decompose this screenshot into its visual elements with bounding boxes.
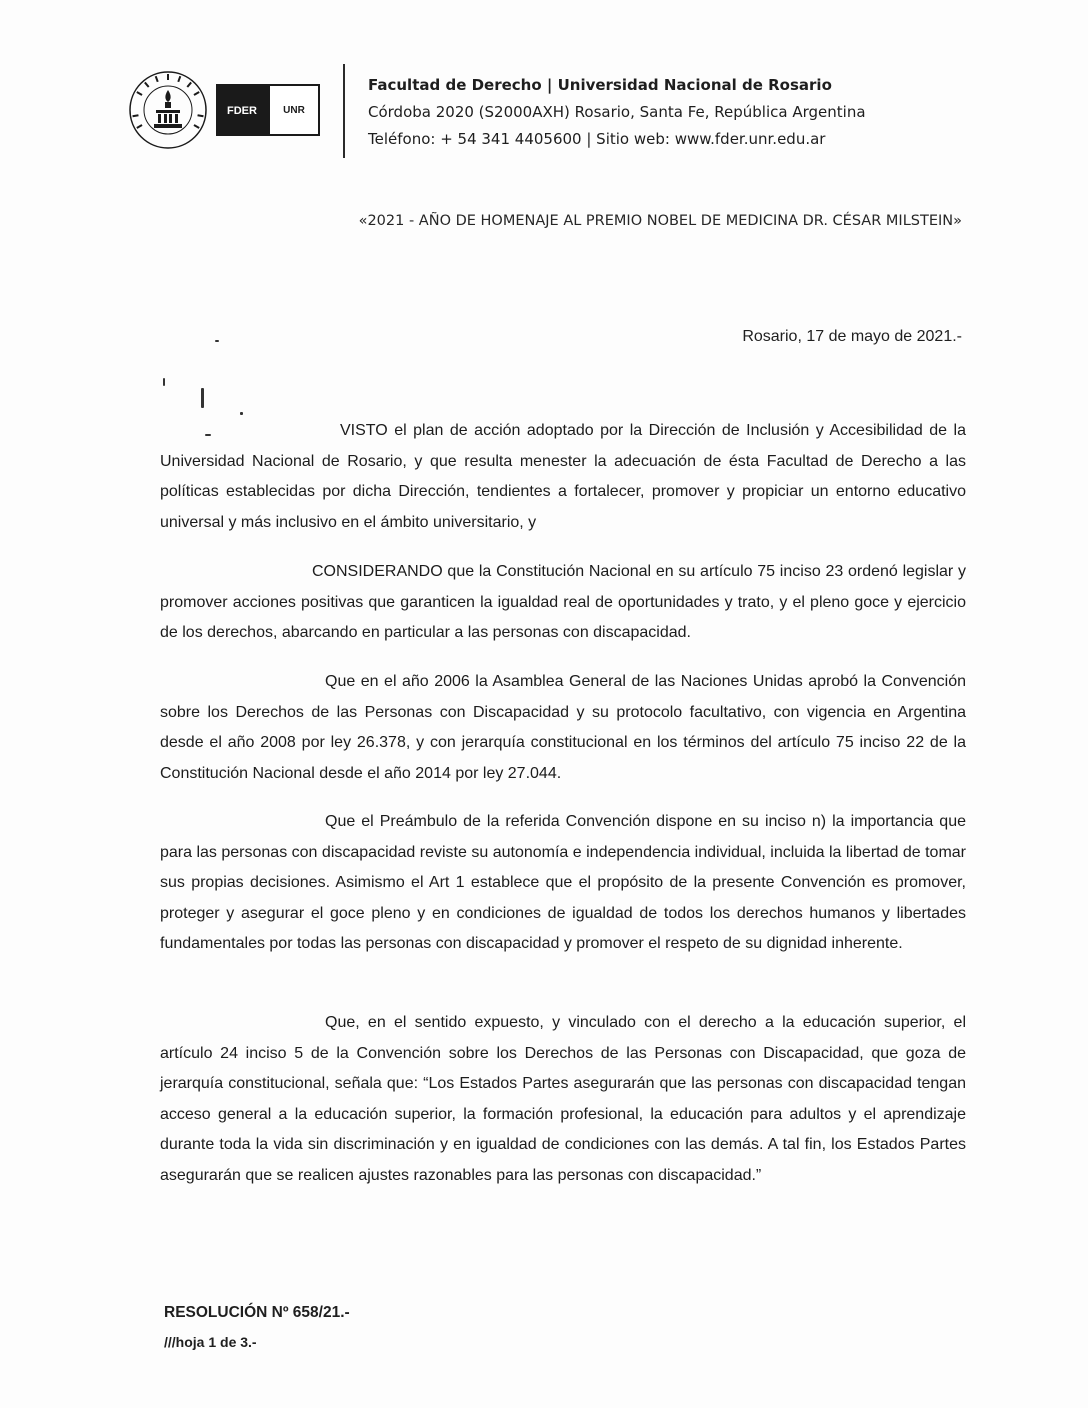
scan-speck	[201, 388, 204, 408]
letterhead	[128, 64, 928, 164]
letterhead-text	[368, 72, 866, 153]
paragraph-text: CONSIDERANDO que la Constitución Nacional en su artículo 75 inciso 23 ordenó legislar y promover acciones positivas que garanticen la igualdad real de oportunidades y trato, y el pleno goce y ejercicio de los derechos, abarcando en particular a las personas con discapacidad.	[160, 563, 966, 641]
paragraph-visto	[160, 416, 966, 538]
header-divider	[343, 64, 345, 158]
year-motto: «2021 - AÑO DE HOMENAJE AL PREMIO NOBEL DE MEDICINA DR. CÉSAR MILSTEIN»	[358, 213, 962, 229]
paragraph-preamble	[160, 807, 966, 960]
unr-logo: UNR	[268, 84, 320, 136]
resolution-number: RESOLUCIÓN Nº 658/21.-	[164, 1304, 350, 1321]
paragraph-text: Que en el año 2006 la Asamblea General de las Naciones Unidas aprobó la Convención sobre los Derechos de las Personas con Discapacidad y su protocolo facultativo, con vigencia en Argentina desde el año 2008 por ley 26.378, y con jerarquía constitucional en los términos del artículo 75 inciso 22 de la Constitución Nacional desde el año 2014 por ley 27.044.	[160, 673, 966, 782]
scan-speck	[215, 340, 219, 342]
institution-name: Facultad de Derecho | Universidad Nacional de Rosario	[368, 76, 832, 94]
paragraph-considerando	[160, 557, 966, 649]
institution-address: Córdoba 2020 (S2000AXH) Rosario, Santa Fe, República Argentina	[368, 103, 866, 121]
paragraph-text: Que, en el sentido expuesto, y vinculado con el derecho a la educación superior, el artículo 24 inciso 5 de la Convención sobre los Derechos de las Personas con Discapacidad, que goza de jerarquía constitucional, señala que: “Los Estados Partes asegurarán que las personas con discapacidad tengan acceso general a la educación superior, la formación profesional, la educación para adultos y el aprendizaje durante toda la vida sin discriminación y en igualdad de condiciones con las demás. A tal fin, los Estados Partes asegurarán que se realicen ajustes razonables para las personas con discapacidad.”	[160, 1014, 966, 1184]
paragraph-text: Que el Preámbulo de la referida Convención dispone en su inciso n) la importancia que para las personas con discapacidad reviste su autonomía e independencia individual, incluida la libertad de tomar sus propias decisiones. Asimismo el Art 1 establece que el propósito de la presente Convención es promover, proteger y asegurar el goce pleno y en condiciones de igualdad de todos los derechos humanos y libertades fundamentales por todas las personas con discapacidad y promover el respeto de su dignidad inherente.	[160, 813, 966, 952]
scan-speck	[163, 378, 165, 386]
university-seal-icon	[128, 70, 208, 150]
institution-contact: Teléfono: + 54 341 4405600 | Sitio web: www.fder.unr.edu.ar	[368, 130, 826, 148]
paragraph-article-24	[160, 1008, 966, 1191]
fder-logo: FDER	[216, 84, 268, 136]
document-date: Rosario, 17 de mayo de 2021.-	[742, 328, 962, 345]
scan-speck	[240, 412, 243, 415]
paragraph-text: VISTO el plan de acción adoptado por la Dirección de Inclusión y Accesibilidad de la Universidad Nacional de Rosario, y que resulta menester la adecuación de ésta Facultad de Derecho a las políticas establecidas por dicha Dirección, tendientes a fortalecer, promover y propiciar un entorno educativo universal y más inclusivo en el ámbito universitario, y	[160, 422, 966, 531]
paragraph-convention-2006	[160, 667, 966, 789]
sheet-number: ///hoja 1 de 3.-	[164, 1334, 257, 1350]
